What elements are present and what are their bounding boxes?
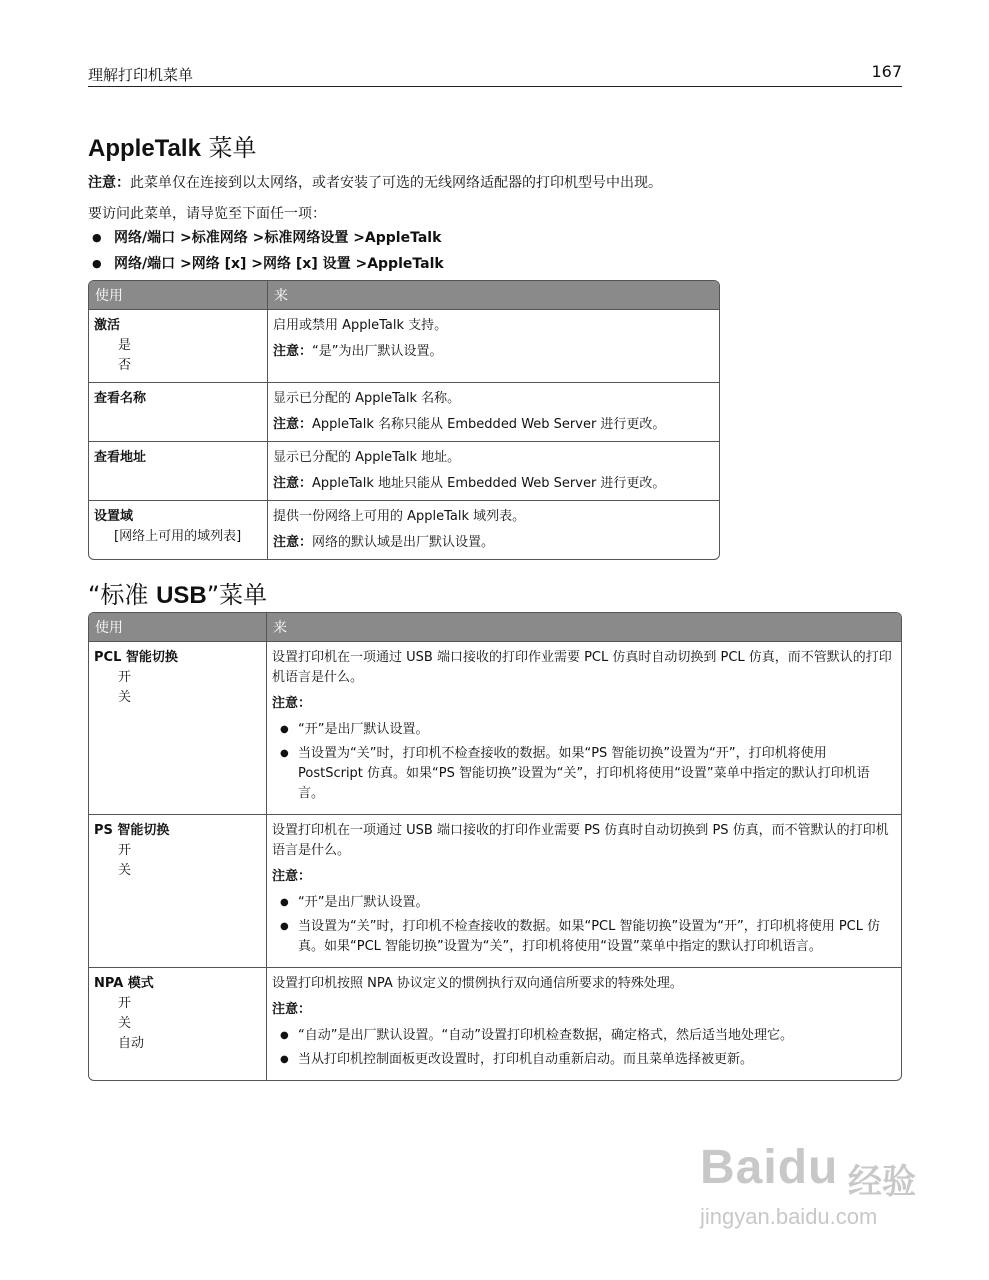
watermark-brand-cn: 经验 bbox=[848, 1163, 916, 1201]
menu-option: 自动 bbox=[118, 1036, 145, 1051]
page-number: 167 bbox=[871, 62, 902, 81]
menu-option: 开 bbox=[118, 996, 132, 1011]
table-row bbox=[89, 641, 901, 814]
chapter-title: 理解打印机菜单 bbox=[88, 66, 194, 84]
description-text: 设置打印机在一项通过 USB 端口接收的打印作业需要 PCL 仿真时自动切换到 PCL 仿真，而不管默认的打印机语言是什么。 bbox=[272, 650, 892, 685]
menu-option: [网络上可用的域列表] bbox=[114, 529, 242, 544]
standard-usb-heading: “标准 USB”菜单 bbox=[88, 581, 268, 609]
menu-item-cell bbox=[89, 814, 266, 967]
note-bullet: ● 当设置为“关”时，打印机不检查接收的数据。如果“PS 智能切换”设置为“开”，打印机将使用 PostScript 仿真。如果“PS 智能切换”设置为“关”，打印机将使用“设置”菜单中指定的默认打印机语言。 bbox=[272, 744, 895, 804]
table-header-row bbox=[89, 281, 719, 309]
description-text: 设置打印机在一项通过 USB 端口接收的打印作业需要 PS 仿真时自动切换到 PS 仿真，而不管默认的打印机语言是什么。 bbox=[272, 823, 889, 858]
table-row bbox=[89, 309, 719, 382]
menu-option: 否 bbox=[118, 358, 132, 373]
menu-option: 开 bbox=[118, 670, 132, 685]
description-cell bbox=[267, 382, 719, 441]
access-instructions: 要访问此菜单，请导览至下面任一项： bbox=[88, 206, 326, 222]
watermark-url: jingyan.baidu.com bbox=[700, 1204, 878, 1229]
table-row bbox=[89, 967, 901, 1080]
menu-item-cell bbox=[89, 500, 267, 559]
note-label: 注意： bbox=[272, 869, 312, 884]
description-cell bbox=[267, 441, 719, 500]
description-cell bbox=[267, 309, 719, 382]
menu-option: 关 bbox=[118, 690, 132, 705]
note-bullet: ● 当设置为“关”时，打印机不检查接收的数据。如果“PCL 智能切换”设置为“开”，打印机将使用 PCL 仿真。如果“PCL 智能切换”设置为“关”，打印机将使用“设置”菜单中指定的默认打印机语言。 bbox=[272, 917, 895, 957]
note-bullets bbox=[272, 720, 895, 804]
baidu-jingyan-watermark bbox=[700, 1140, 960, 1250]
menu-item-cell bbox=[89, 382, 267, 441]
description-note: 注意：AppleTalk 名称只能从 Embedded Web Server 进行更改。 bbox=[273, 417, 666, 432]
description-text: 提供一份网络上可用的 AppleTalk 域列表。 bbox=[273, 509, 526, 524]
note-label: 注意： bbox=[272, 1002, 312, 1017]
menu-path-item: ● 网络/端口 >标准网络 >标准网络设置 >AppleTalk bbox=[88, 228, 444, 254]
description-note: 注意：AppleTalk 地址只能从 Embedded Web Server 进行更改。 bbox=[273, 476, 666, 491]
note-bullet: ● “开”是出厂默认设置。 bbox=[272, 720, 895, 740]
menu-option: 开 bbox=[118, 843, 132, 858]
menu-option: 关 bbox=[118, 863, 132, 878]
description-cell bbox=[266, 814, 901, 967]
note-bullet: ● 当从打印机控制面板更改设置时，打印机自动重新启动。而且菜单选择被更新。 bbox=[272, 1050, 895, 1070]
menu-item-name: 查看名称 bbox=[94, 391, 147, 406]
menu-item-name: 激活 bbox=[94, 318, 121, 333]
menu-item-cell bbox=[89, 441, 267, 500]
menu-option: 关 bbox=[118, 1016, 132, 1031]
table-header-row bbox=[89, 613, 901, 641]
table-row bbox=[89, 814, 901, 967]
menu-item-cell bbox=[89, 309, 267, 382]
description-cell bbox=[267, 500, 719, 559]
description-text: 启用或禁用 AppleTalk 支持。 bbox=[273, 318, 448, 333]
menu-item-name: PS 智能切换 bbox=[94, 823, 170, 838]
menu-item-cell bbox=[89, 641, 266, 814]
table-row bbox=[89, 500, 719, 559]
menu-path-item: ● 网络/端口 >网络 [x] >网络 [x] 设置 >AppleTalk bbox=[88, 254, 444, 280]
appletalk-heading: AppleTalk 菜单 bbox=[88, 134, 257, 162]
description-note: 注意：“是”为出厂默认设置。 bbox=[273, 344, 443, 359]
table-row bbox=[89, 441, 719, 500]
description-note: 注意：网络的默认域是出厂默认设置。 bbox=[273, 535, 495, 550]
menu-option: 是 bbox=[118, 338, 132, 353]
running-header bbox=[88, 62, 902, 87]
column-header-to: 来 bbox=[267, 281, 719, 309]
note-bullets bbox=[272, 1026, 895, 1070]
menu-item-cell bbox=[89, 967, 266, 1080]
description-cell bbox=[266, 967, 901, 1080]
appletalk-table bbox=[88, 280, 720, 560]
note-bullets bbox=[272, 893, 895, 957]
column-header-use: 使用 bbox=[89, 613, 266, 641]
menu-item-name: 查看地址 bbox=[94, 450, 147, 465]
menu-path-list bbox=[88, 228, 444, 280]
table-row bbox=[89, 382, 719, 441]
watermark-brand: Baidu bbox=[700, 1141, 839, 1194]
description-cell bbox=[266, 641, 901, 814]
column-header-to: 来 bbox=[266, 613, 901, 641]
standard-usb-table bbox=[88, 612, 902, 1081]
column-header-use: 使用 bbox=[89, 281, 267, 309]
note-bullet: ● “自动”是出厂默认设置。“自动”设置打印机检查数据，确定格式，然后适当地处理它。 bbox=[272, 1026, 895, 1046]
appletalk-note: 注意：此菜单仅在连接到以太网络，或者安装了可选的无线网络适配器的打印机型号中出现。 bbox=[88, 175, 662, 191]
note-label: 注意： bbox=[272, 696, 312, 711]
description-text: 显示已分配的 AppleTalk 名称。 bbox=[273, 391, 461, 406]
description-text: 显示已分配的 AppleTalk 地址。 bbox=[273, 450, 461, 465]
note-bullet: ● “开”是出厂默认设置。 bbox=[272, 893, 895, 913]
description-text: 设置打印机按照 NPA 协议定义的惯例执行双向通信所要求的特殊处理。 bbox=[272, 976, 683, 991]
menu-item-name: 设置域 bbox=[94, 509, 134, 524]
menu-item-name: NPA 模式 bbox=[94, 976, 154, 991]
menu-item-name: PCL 智能切换 bbox=[94, 650, 178, 665]
